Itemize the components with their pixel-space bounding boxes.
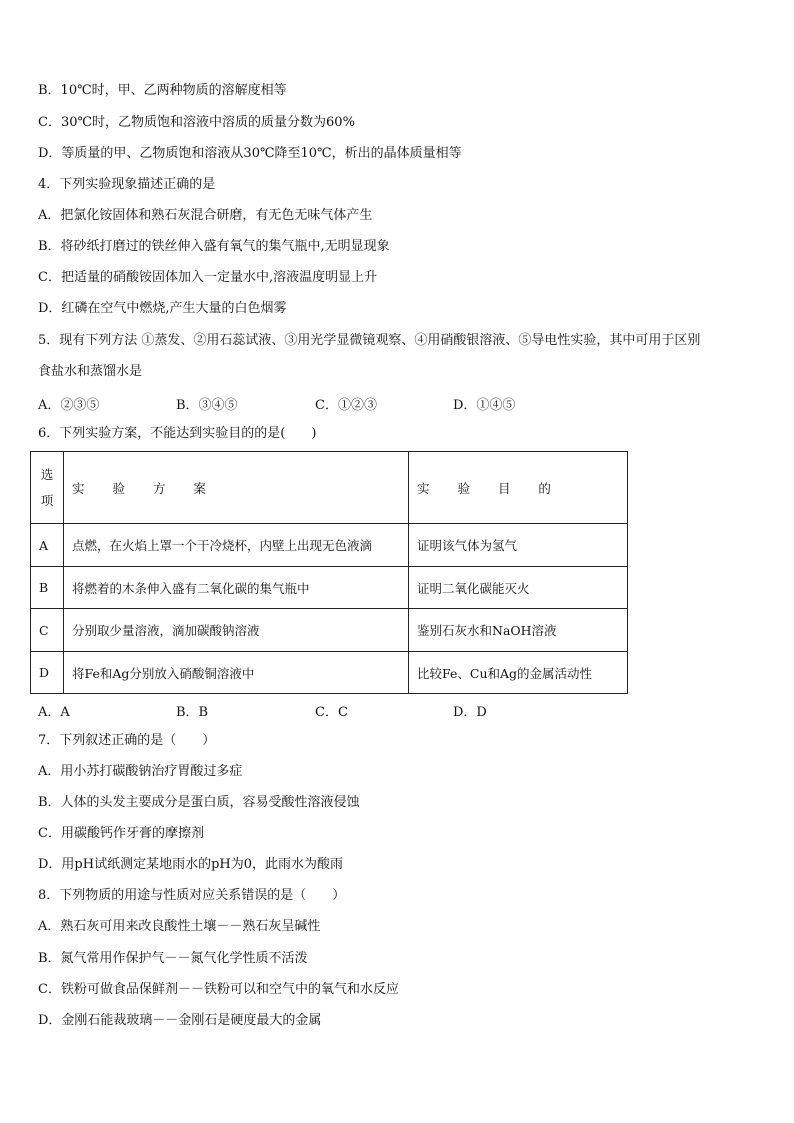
q7-stem: 7．下列叙述正确的是（ ） [38, 733, 216, 748]
q5-option-c: C．①②③ [315, 398, 377, 413]
row-option-cell: C [31, 609, 64, 652]
q4-option-d: D．红磷在空气中燃烧,产生大量的白色烟雾 [38, 301, 287, 316]
table-row [31, 609, 628, 652]
q8-option-b: B．氮气常用作保护气－－氮气化学性质不活泼 [38, 951, 308, 966]
q4-option-c: C．把适量的硝酸铵固体加入一定量水中,溶液温度明显上升 [38, 270, 378, 285]
row-purpose-cell: 比较Fe、Cu和Ag的金属活动性 [409, 652, 628, 694]
table-row [31, 652, 628, 694]
header-plan-label: 实 验 方 案 [72, 480, 218, 496]
q3-option-d: D．等质量的甲、乙物质饱和溶液从30℃降至10℃，析出的晶体质量相等 [38, 146, 462, 161]
q7-option-d: D．用pH试纸测定某地雨水的pH为0，此雨水为酸雨 [38, 857, 344, 872]
q6-experiment-table [30, 451, 628, 694]
q7-option-c: C．用碳酸钙作牙膏的摩擦剂 [38, 826, 204, 841]
row-plan-cell: 将Fe和Ag分别放入硝酸铜溶液中 [64, 652, 409, 694]
row-purpose-cell: 证明二氧化碳能灭火 [409, 567, 628, 609]
table-row [31, 567, 628, 609]
table-row [31, 524, 628, 567]
q6-option-c: C．C [315, 705, 348, 720]
q4-stem: 4．下列实验现象描述正确的是 [38, 177, 216, 192]
q4-option-a: A．把氯化铵固体和熟石灰混合研磨，有无色无味气体产生 [38, 208, 373, 223]
q5-option-b: B．③④⑤ [176, 398, 238, 413]
row-plan-cell: 将燃着的木条伸入盛有二氧化碳的集气瓶中 [64, 567, 409, 609]
q5-stem-line2: 食盐水和蒸馏水是 [38, 364, 143, 379]
q5-option-d: D．①④⑤ [453, 398, 516, 413]
row-plan-cell: 分别取少量溶液，滴加碳酸钠溶液 [64, 609, 409, 652]
row-option-cell: A [31, 524, 64, 567]
table-header-row [31, 452, 628, 524]
header-purpose-cell [409, 452, 628, 524]
row-purpose-cell: 鉴别石灰水和NaOH溶液 [409, 609, 628, 652]
header-option-cell [31, 452, 64, 524]
q6-option-d: D．D [453, 705, 487, 720]
header-purpose-label: 实 验 目 的 [417, 480, 563, 496]
q8-option-a: A．熟石灰可用来改良酸性土壤－－熟石灰呈碱性 [38, 919, 321, 934]
q8-option-c: C．铁粉可做食品保鲜剂－－铁粉可以和空气中的氧气和水反应 [38, 982, 399, 997]
q8-stem: 8．下列物质的用途与性质对应关系错误的是（ ） [38, 888, 346, 903]
row-purpose-cell: 证明该气体为氢气 [409, 524, 628, 567]
q5-stem-line1: 5．现有下列方法 ①蒸发、②用石蕊试液、③用光学显微镜观察、④用硝酸银溶液、⑤导电性实验，其中可用于区别 [38, 333, 701, 348]
row-option-cell: D [31, 652, 64, 694]
q8-option-d: D．金刚石能裁玻璃－－金刚石是硬度最大的金属 [38, 1013, 322, 1028]
row-option-cell: B [31, 567, 64, 609]
q6-stem: 6．下列实验方案，不能达到实验目的的是( ) [38, 426, 317, 441]
q6-option-b: B．B [176, 705, 209, 720]
q3-option-b: B．10℃时，甲、乙两种物质的溶解度相等 [38, 83, 287, 98]
q7-option-b: B．人体的头发主要成分是蛋白质，容易受酸性溶液侵蚀 [38, 795, 360, 810]
row-plan-cell: 点燃，在火焰上罩一个干冷烧杯，内壁上出现无色液滴 [64, 524, 409, 567]
q4-option-b: B．将砂纸打磨过的铁丝伸入盛有氧气的集气瓶中,无明显现象 [38, 239, 390, 254]
q6-option-a: A．A [38, 705, 70, 720]
q3-option-c: C．30℃时，乙物质饱和溶液中溶质的质量分数为60% [38, 115, 355, 130]
q7-option-a: A．用小苏打碳酸钠治疗胃酸过多症 [38, 764, 243, 779]
header-plan-cell [64, 452, 409, 524]
q5-option-a: A．②③⑤ [38, 398, 100, 413]
header-option-label: 选 项 [40, 466, 54, 508]
